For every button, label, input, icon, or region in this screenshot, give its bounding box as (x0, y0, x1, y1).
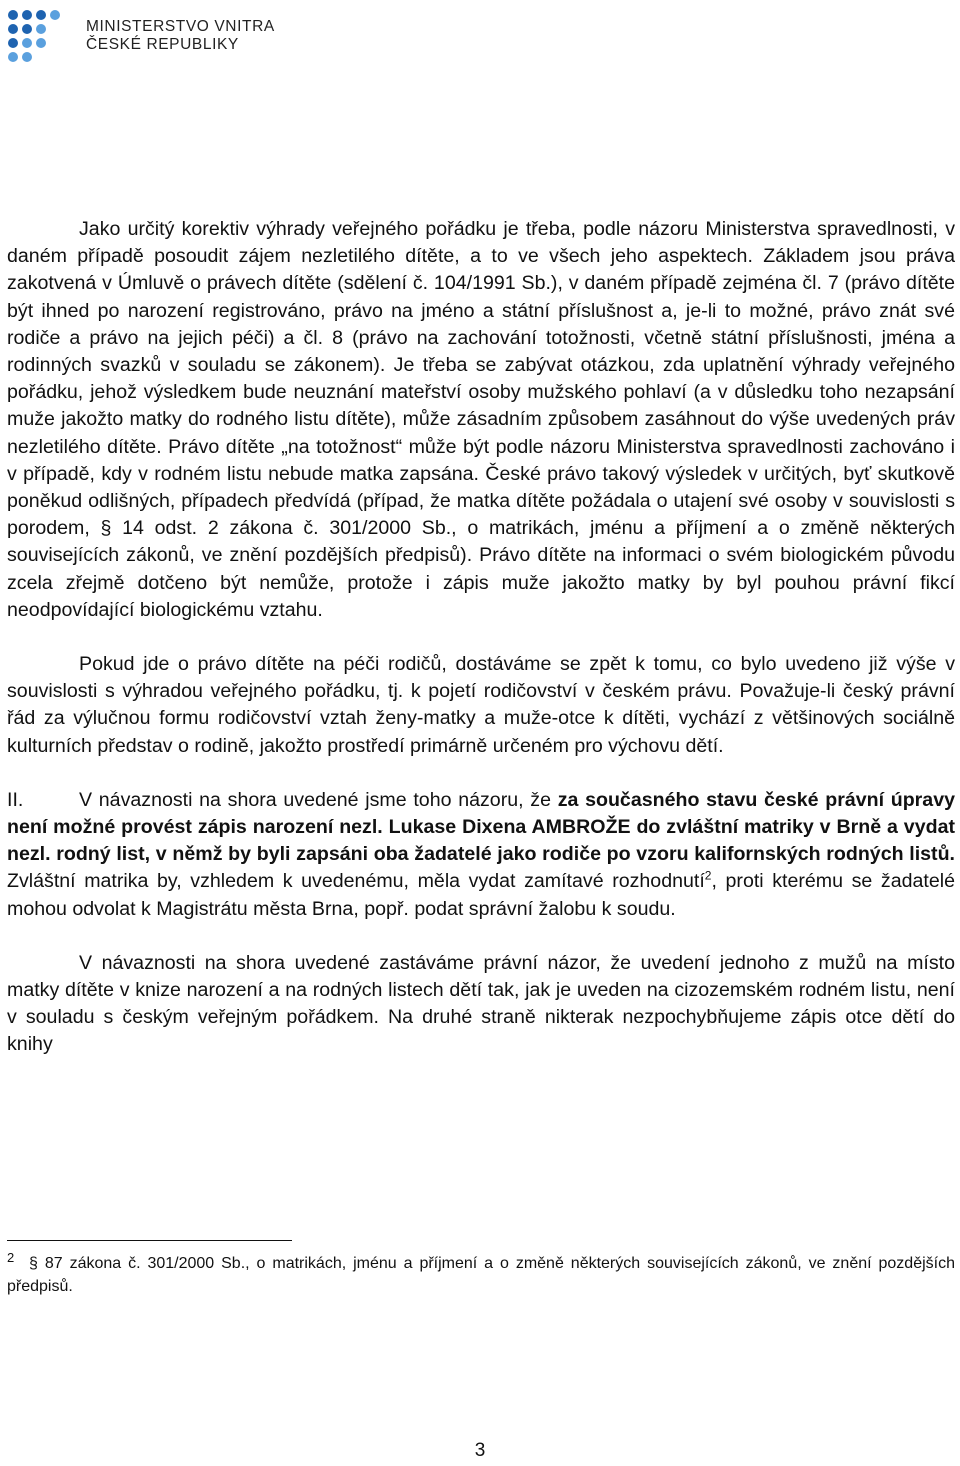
logo-dots-icon (6, 8, 76, 64)
paragraph-3 (7, 787, 955, 923)
paragraph-3-end: , proti kterému se žadatelé mohou odvolat k Magistrátu města Brna, popř. podat správní žalobu k soudu. (7, 870, 955, 920)
paragraph-3-bold: za současného stavu české právní úpravy není možné provést zápis narození nezl. Lukase Dixena AMBROŽE do zvláštní matriky v Brně a vydat nezl. rodný list, v němž by byli zapsáni oba žadatelé jako rodiče po vzoru kalifornských rodných listů. (7, 788, 955, 866)
footnote (7, 1252, 955, 1298)
footnote-divider (7, 1240, 292, 1241)
paragraph-2: Pokud jde o právo dítěte na péči rodičů, dostáváme se zpět k tomu, co bylo uvedeno již výše v souvislosti s výhradou veřejného pořádku, tj. k pojetí rodičovství v českém právu. Považuje-li český právní řád za výlučnou formu rodičovství vztah ženy-matky a muže-otce k dítěti, vychází z většinových sociálně kulturních představ o rodině, jakožto prostředí primárně určeném pro výchovu dětí. (7, 653, 955, 757)
ministry-logo (6, 8, 275, 64)
paragraph-3-mid: Zvláštní matrika by, vzhledem k uvedenému, měla vydat zamítavé rozhodnutí (7, 870, 705, 893)
paragraph-4: V návaznosti na shora uvedené zastáváme právní názor, že uvedení jednoho z mužů na místo matky dítěte v knize narození a na rodných listech dětí tak, jak je uveden na cizozemském rodném listu, není v souladu s českým veřejným pořádkem. Na druhé straně nikterak nezpochybňujeme zápis otce dětí do knihy (7, 951, 955, 1056)
section-number: II. (7, 788, 24, 811)
logo-line-2: ČESKÉ REPUBLIKY (86, 36, 239, 53)
footnote-ref: 2 (704, 868, 712, 883)
paragraph-1: Jako určitý korektiv výhrady veřejného pořádku je třeba, podle názoru Ministerstva spravedlnosti, v daném případě posoudit zájem nezletilého dítěte, a to ve všech jeho aspektech. Základem jsou práva zakotvená v Úmluvě o právech dítěte (sdělení č. 104/1991 Sb.), v daném případě zejména čl. 7 (právo dítěte být ihned po narození registrováno, právo na jméno a státní příslušnost a, je-li to možné, právo znát své rodiče a právo na jejich péči) a čl. 8 (právo na zachování totožnosti, včetně státní příslušnosti, jména a rodinných svazků v souladu se zákonem). Je třeba se zabývat otázkou, zda uplatnění výhrady veřejného pořádku, jehož výsledkem bude neuznání mateřství osoby mužského pohlaví (a v důsledku toho nezapsání muže jakožto matky do rodného listu dítěte), může zásadním způsobem zasáhnout do výše uvedených práv nezletilého dítěte. Právo dítěte „na totožnost“ může být podle názoru Ministerstva spravedlnosti zachováno i v případě, kdy v rodném listu nebude matka zapsána. České právo takový výsledek v určitých, byť skutkově poněkud odlišných, případech předvídá (případ, že matka dítěte požádala o utajení své osoby v souvislosti s porodem, § 14 odst. 2 zákona č. 301/2000 Sb., o matrikách, jménu a příjmení a o změně některých souvisejících zákonů, ve znění pozdějších předpisů). Právo dítěte na informaci o svém biologickém původu zcela zřejmě dotčeno být nemůže, protože i zápis muže jakožto matky by byl pouhou právní fikcí neodpovídající biologickému vztahu. (7, 218, 955, 621)
footnote-mark: 2 (7, 1250, 15, 1265)
document-body (7, 216, 955, 1059)
footnote-text: § 87 zákona č. 301/2000 Sb., o matrikách, jménu a příjmení a o změně některých souvisejících zákonů, ve znění pozdějších předpisů. (7, 1255, 955, 1295)
logo-text (86, 18, 275, 54)
paragraph-3-intro: V návaznosti na shora uvedené jsme toho názoru, že (79, 788, 558, 811)
page-number: 3 (474, 1440, 486, 1461)
logo-line-1: MINISTERSTVO VNITRA (86, 18, 275, 35)
